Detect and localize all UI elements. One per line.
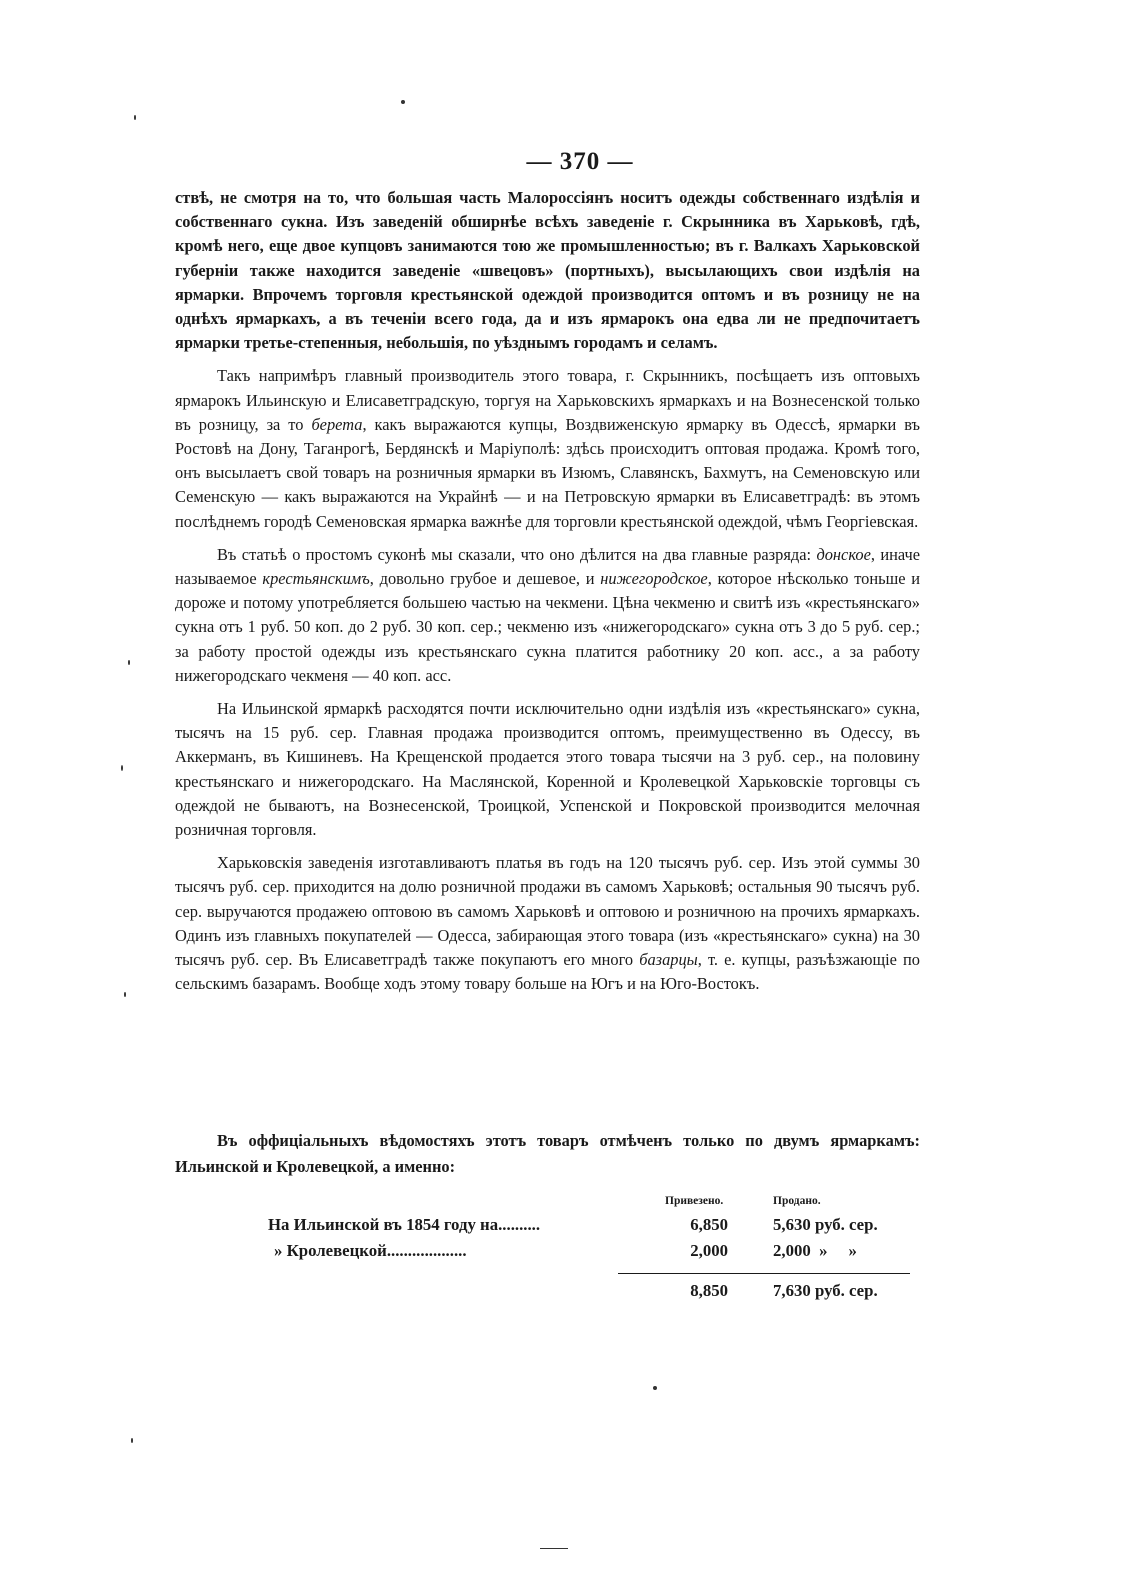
table-row <box>268 1241 918 1267</box>
column-header-imported: Привезено. <box>665 1195 724 1207</box>
column-header-sold: Продано. <box>773 1195 821 1207</box>
paragraph-4: На Ильинской ярмаркѣ расходятся почти исключительно одни издѣлія изъ «крестьянскаго» сукна, тысячъ на 15 руб. сер. Главная продажа производится оптомъ, преимущественно въ Одессу, въ Аккерманъ, въ Кишиневъ. На Крещенской продается этого товара тысячи на 3 руб. сер., на половину крестьянскаго и нижегородскаго. На Маслянской, Коренной и Кролевецкой Харьковскіе торговцы съ одеждой не бываютъ, на Вознесенской, Троицкой, Успенской и Покровской производится мелочная розничная торговля. <box>175 699 920 840</box>
page-number: — 370 — <box>526 148 634 175</box>
row-label: На Ильинской въ 1854 году на <box>268 1215 499 1234</box>
paragraph-1: ствѣ, не смотря на то, что большая часть Малороссіянъ носитъ одежды собственнаго издѣлія и собственнаго сукна. Изъ заведеній обширнѣе всѣхъ заведеніе г. Скрынника въ Харьковѣ, гдѣ, кромѣ него, еще двое купцовъ занимаются тою же промышленностью; въ г. Валкахъ Харьковской губерніи также находится заведеніе «швецовъ» (портныхъ), высылающихъ свои издѣлія на ярмарки. Впрочемъ торговля крестьянской одеждой производится оптомъ и въ розницу не на однѣхъ ярмаркахъ, а въ теченіи всего года, да и изъ ярмарокъ она едва ли не предпочитаетъ ярмарки третье-степенныя, небольшія, по уѣзднымъ городамъ и селамъ. <box>175 188 920 353</box>
scan-speck <box>653 1386 657 1390</box>
italic-term: донское <box>816 544 871 564</box>
body-text <box>175 186 920 997</box>
paragraph-2: Такъ напримѣръ главный производитель этого товара, г. Скрынникъ, посѣщаетъ изъ оптовыхъ ярмарокъ Ильинскую и Елисаветградскую, торгуя на Харьковскихъ ярмаркахъ и на Вознесенской только въ розницу, за то берета, какъ выражаются купцы, Воздвиженскую ярмарку въ Одессѣ, ярмарки въ Ростовѣ на Дону, Таганрогѣ, Бердянскѣ и Маріуполѣ: здѣсь происходитъ оптовая продажа. Кромѣ того, онъ высылаетъ свой товаръ на розничныя ярмарки въ Изюмъ, Славянскъ, Бахмутъ, на Семеновскую или Семенскую — какъ выражаются на Украйнѣ — и на Петровскую ярмарки въ Елисаветградѣ: въ этомъ послѣднемъ городѣ Семеновская ярмарка важнѣе для торговли крестьянской одеждой, чѣмъ Георгіевская. <box>175 366 920 531</box>
scan-speck <box>401 100 405 104</box>
paragraph-5: Харьковскія заведенія изготавливаютъ платья въ годъ на 120 тысячъ руб. сер. Изъ этой суммы 30 тысячъ руб. сер. приходится на долю розничной продажи въ самомъ Харьковѣ; остальныя 90 тысячъ руб. сер. выручаются продажею оптовою въ самомъ Харьковѣ и оптовою и розничною на прочихъ ярмаркахъ. Одинъ изъ главныхъ покупателей — Одесса, забирающая этого товара (изъ «крестьянскаго» сукна) на 30 тысячъ руб. сер. Въ Елисаветградѣ также покупаютъ его много базарцы, т. е. купцы, разъѣзжающіе по сельскимъ базарамъ. Вообще ходъ этому товару больше на Югъ и на Юго-Востокъ. <box>175 853 920 994</box>
total-sold: 7,630 руб. сер. <box>773 1281 878 1300</box>
scan-speck <box>131 1438 133 1443</box>
paragraph-3: Въ статьѣ о простомъ суконѣ мы сказали, что оно дѣлится на два главные разряда: донское, иначе называемое крестьянскимъ, довольно грубое и дешевое, и нижегородское, которое нѣсколько тоньше и дороже и потому употребляется большею частью на чекмени. Цѣна чекменю и свитѣ изъ «крестьянскаго» сукна отъ 1 руб. 50 коп. до 2 руб. 30 коп. сер.; чекменю изъ «нижегородскаго» сукна отъ 3 до 5 руб. сер.; за работу простой одежды изъ крестьянскаго сукна платится работнику 20 коп. асс., а за работу нижегородскаго чекменя — 40 коп. асс. <box>175 544 921 685</box>
leader-dots: .......... <box>498 1215 541 1234</box>
scan-speck <box>121 765 123 771</box>
italic-term: крестьянскимъ <box>262 569 370 589</box>
table-row <box>268 1215 918 1241</box>
italic-term: базарцы <box>639 950 698 970</box>
total-imported: 8,850 <box>690 1281 728 1300</box>
leader-dots: ................... <box>386 1241 467 1260</box>
total-row <box>268 1281 918 1307</box>
scan-speck <box>128 660 130 665</box>
sold-value: 2,000 » » <box>773 1241 857 1260</box>
sold-value: 5,630 руб. сер. <box>773 1215 878 1234</box>
scan-speck <box>134 115 136 120</box>
imported-value: 6,850 <box>690 1215 728 1234</box>
stats-intro: Въ оффиціальныхъ вѣдомостяхъ этотъ товаръ отмѣченъ только по двумъ ярмаркамъ: Ильинской и Кролевецкой, а именно: <box>175 1131 920 1176</box>
italic-term: берета <box>311 414 363 434</box>
scan-mark <box>540 1548 568 1549</box>
scan-speck <box>124 992 126 997</box>
imported-value: 2,000 <box>690 1241 728 1260</box>
total-rule <box>618 1273 910 1274</box>
italic-term: нижегородское <box>600 569 708 589</box>
row-label: » Кролевецкой <box>274 1241 387 1260</box>
